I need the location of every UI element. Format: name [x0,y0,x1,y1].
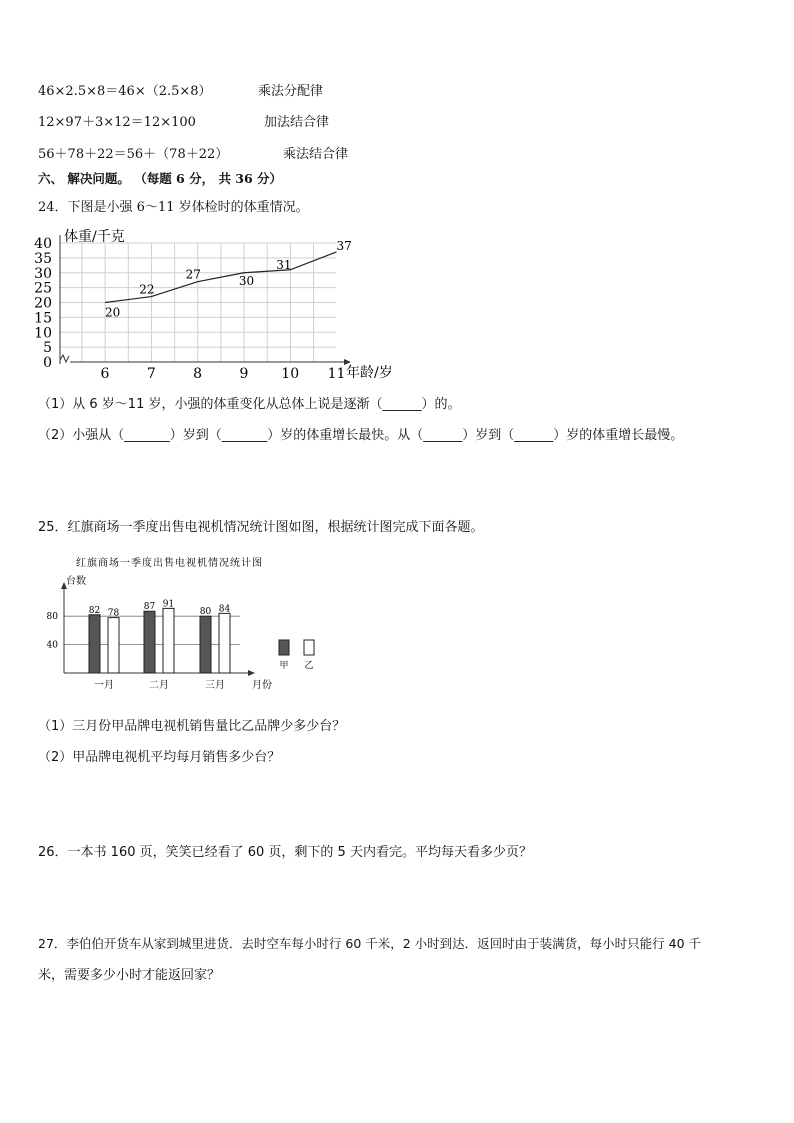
bar-category-label: 二月 [149,680,169,691]
data-label: 27 [185,267,201,282]
data-label: 31 [276,257,292,272]
bar-乙-三月 [219,613,230,673]
bar-chart-y-label: 台数 [66,576,86,587]
q24-stem: 24．下图是小强 6～11 岁体检时的体重情况。 [38,200,309,215]
legend-swatch-乙 [304,640,314,655]
bar-chart-legend [279,640,314,671]
y-tick-label: 25 [34,280,52,297]
bar-chart-x-label: 月份 [252,680,272,691]
data-label: 22 [139,282,155,297]
law-expression-1: 46×2.5×8＝46×（2.5×8） [38,84,212,99]
q27-line1: 27．李伯伯开货车从家到城里进货．去时空车每小时行 60 千米，2 小时到达．返回时由于装满货，每小时只能行 40 千 [38,936,702,951]
y-tick-label: 5 [43,340,52,357]
data-label: 37 [336,238,352,253]
bar-y-tick-label: 40 [46,640,58,651]
data-label: 20 [105,305,121,320]
line-chart-y-label: 体重/千克 [64,229,125,245]
legend-label-甲: 甲 [279,661,289,671]
y-tick-label: 35 [34,250,52,267]
q27-line2: 米，需要多少小时才能返回家？ [38,968,221,983]
y-tick-label: 15 [34,310,52,327]
q25-sub2: （2）甲品牌电视机平均每月销售多少台？ [38,750,281,765]
x-tick-label: 6 [100,366,110,382]
bar-乙-二月 [163,608,174,673]
line-chart-x-label: 年龄/岁 [346,365,393,381]
q25-stem: 25．红旗商场一季度出售电视机情况统计图如图，根据统计图完成下面各题。 [38,520,484,535]
legend-swatch-甲 [279,640,289,655]
bar-value-label: 78 [107,608,120,619]
law-expression-2: 12×97＋3×12＝12×100 [38,115,196,130]
y-tick-label: 10 [34,325,52,342]
bar-x-axis-arrow [248,670,255,676]
bar-category-label: 一月 [94,680,114,691]
law-name-1: 乘法分配律 [258,84,324,99]
data-label: 30 [238,273,255,288]
x-tick-label: 7 [146,366,156,382]
law-name-2: 加法结合律 [264,115,330,130]
law-name-3: 乘法结合律 [283,147,349,162]
y-tick-label: 30 [34,265,52,282]
q24-sub2: （2）小强从（_______）岁到（_______）岁的体重增长最快。从（______）岁到（______）岁的体重增长最慢。 [38,428,684,443]
y-tick-label: 0 [43,355,52,371]
bar-category-label: 三月 [205,680,225,691]
y-tick-label: 20 [34,295,52,312]
y-tick-label: 40 [34,236,52,252]
section-title: 六、 解决问题。 （每题 6 分， 共 36 分） [38,171,283,186]
bar-甲-一月 [89,615,100,673]
bar-乙-一月 [108,618,119,673]
x-tick-label: 11 [327,366,346,382]
q24-sub1: （1）从 6 岁～11 岁，小强的体重变化从总体上说是逐渐（______）的。 [38,397,461,412]
bar-value-label: 82 [88,605,101,616]
bar-甲-三月 [200,616,211,673]
bar-chart-title: 红旗商场一季度出售电视机情况统计图 [76,558,263,569]
x-tick-label: 9 [239,366,249,382]
bar-甲-二月 [144,611,155,673]
law-expression-3: 56＋78＋22＝56＋（78＋22） [38,147,229,162]
q25-sub1: （1）三月份甲品牌电视机销售量比乙品牌少多少台？ [38,719,346,734]
bar-y-tick-label: 80 [46,612,58,623]
q26-stem: 26．一本书 160 页，笑笑已经看了 60 页，剩下的 5 天内看完。平均每天看多少页？ [38,845,532,860]
legend-label-乙: 乙 [304,661,314,671]
bar-value-label: 87 [143,602,156,613]
x-tick-label: 8 [193,366,203,382]
bar-value-label: 91 [162,599,175,610]
bar-value-label: 84 [218,604,231,615]
x-tick-label: 10 [281,366,300,382]
bar-value-label: 80 [199,607,212,618]
